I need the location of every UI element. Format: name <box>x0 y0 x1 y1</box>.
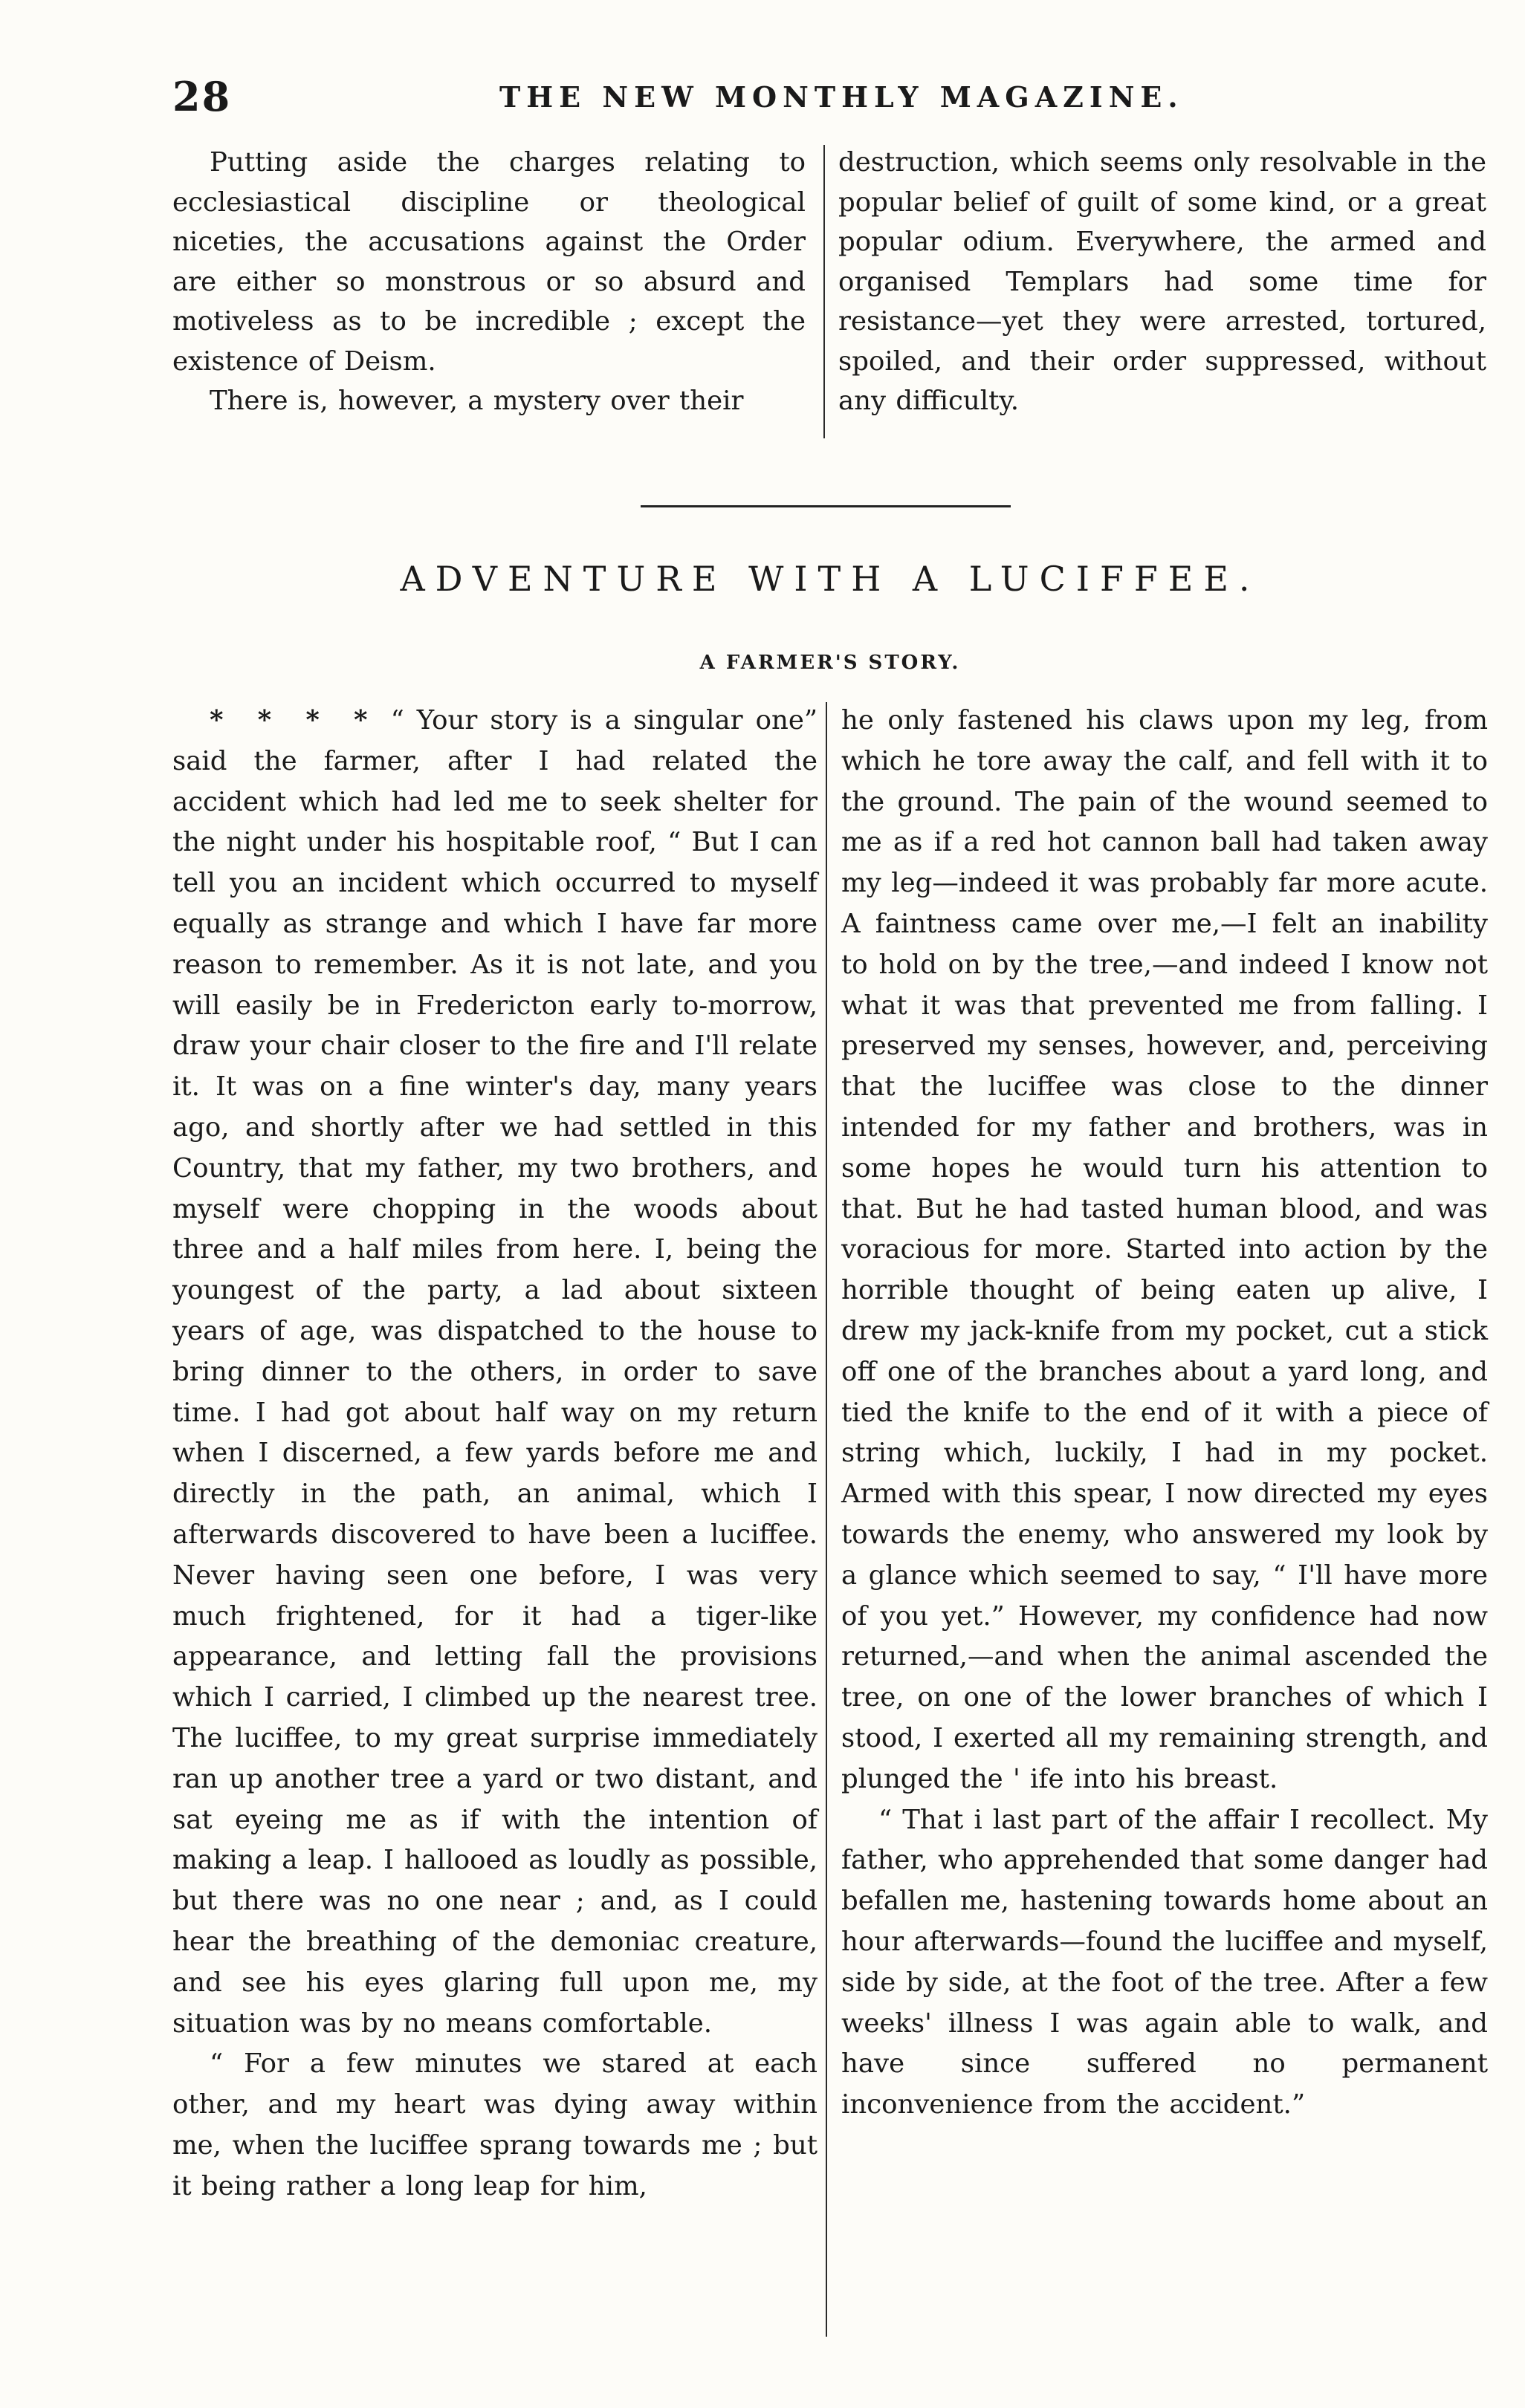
article-title: ADVENTURE WITH A LUCIFFEE. <box>400 559 1260 599</box>
column-divider <box>826 702 827 2337</box>
paragraph: There is, however, a mystery over their <box>210 386 744 416</box>
section-rule <box>641 505 1011 507</box>
paragraph: he only fastened his claws upon my leg, from which he tore away the calf, and fell with it to the ground. The pain of the wound seemed to me as if a red hot cannon ball had taken away my leg—indeed it was probably far more acute. A faintness came over me,—I felt an inability to hold on by the tree,—and indeed I know not what it was that prevented me from falling. I preserved my senses, however, and, perceiving that the luciffee was close to the dinner intended for my father and brothers, was in some hopes he would turn his attention to that. But he had tasted human blood, and was voracious for more. Started into action by the horrible thought of being eaten up alive, I drew my jack-knife from my pocket, cut a stick off one of the branches about a yard long, and tied the knife to the end of it with a piece of string which, luckily, I had in my pocket. Armed with this spear, I now directed my eyes towards the enemy, who answered my look by a glance which seemed to say, “ I'll have more of you yet.” However, my confidence had now returned,—and when the animal ascended the tree, on one of the lower branches of which I stood, I exerted all my remaining strength, and plunged the ' ife into his breast. <box>841 705 1488 1794</box>
column-divider <box>823 145 825 438</box>
paragraph: “ For a few minutes we stared at each other, and my heart was dying away within me, when the luciffee sprang towards me ; but it being rather a long leap for him, <box>172 2048 817 2201</box>
paragraph: Putting aside the charges relating to ecclesiastical discipline or theological niceties, the accusations against the Order are either so monstrous or so absurd and motiveless as to be incredible ; except the existence of Deism. <box>172 147 806 377</box>
article-right-column <box>841 701 1488 2126</box>
top-right-column <box>838 143 1486 421</box>
paragraph: “ That i last part of the affair I recollect. My father, who apprehended that some danger had befallen me, hastening towards home about an hour afterwards—found the luciffee and myself, side by side, at the foot of the tree. After a few weeks' illness I was again able to walk, and have since suffered no permanent inconvenience from the accident.” <box>841 1804 1489 2120</box>
running-head <box>172 73 1488 125</box>
paragraph-text: “ Your story is a singular one” said the farmer, after I had related the accident which had led me to seek shelter for the night under his hospitable roof, “ But I can tell you an incident which occurred to myself equally as strange and which I have far more reason to remember. As it is not late, and you will easily be in Fredericton early to-morrow, draw your chair closer to the fire and I'll relate it. It was on a fine winter's day, many years ago, and shortly after we had settled in this Country, that my father, my two brothers, and myself were chopping in the woods about three and a half miles from here. I, being the youngest of the party, a lad about sixteen years of age, was dispatched to the house to bring dinner to the others, in order to save time. I had got about half way on my return when I discerned, a few yards before me and directly in the path, an animal, which I afterwards discovered to have been a luciffee. Never having seen one before, I was very much frightened, for it had a tiger-like appearance, and letting fall the provisions which I carried, I climbed up the nearest tree. The luciffee, to my great surprise immediately ran up another tree a yard or two distant, and sat eyeing me as if with the intention of making a leap. I hallooed as loudly as possible, but there was no one near ; and, as I could hear the breathing of the demoniac creature, and see his eyes glaring full upon me, my situation was by no means comfortable. <box>172 705 817 2039</box>
article-left-column <box>172 701 817 2207</box>
ornament-stars: * * * * <box>210 705 378 736</box>
page-number: 28 <box>172 73 232 120</box>
magazine-title: THE NEW MONTHLY MAGAZINE. <box>499 80 1184 114</box>
top-left-column <box>172 143 806 421</box>
paragraph <box>172 701 817 2044</box>
paragraph: destruction, which seems only resolvable in the popular belief of guilt of some kind, or a great popular odium. Everywhere, the armed and organised Templars had some time for resistance—yet they were arrested, tortured, spoiled, and their order suppressed, without any difficulty. <box>838 147 1486 416</box>
article-subtitle: A FARMER'S STORY. <box>699 652 961 674</box>
